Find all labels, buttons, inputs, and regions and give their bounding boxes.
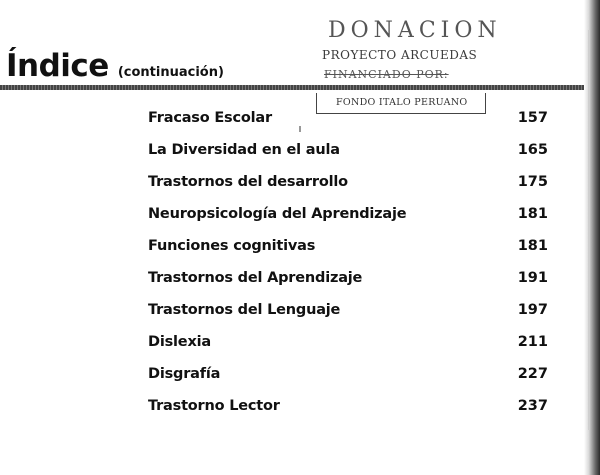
scan-edge-shadow — [584, 0, 600, 475]
toc-entry-page: 175 — [517, 174, 548, 190]
index-heading — [6, 48, 224, 84]
toc-entry-title: La Diversidad en el aula — [148, 142, 340, 158]
toc-entry-title: Trastornos del Lenguaje — [148, 302, 341, 318]
toc-entry — [148, 358, 548, 390]
toc-entry-title: Fracaso Escolar — [148, 110, 272, 126]
toc-entry — [148, 262, 548, 294]
stamp-line-proyecto: PROYECTO ARCUEDAS — [322, 48, 478, 62]
toc-entry — [148, 134, 548, 166]
toc-entry — [148, 326, 548, 358]
toc-entry-title: Disgrafía — [148, 366, 221, 382]
toc-entry-page: 191 — [517, 270, 548, 286]
toc-entry-title: Neuropsicología del Aprendizaje — [148, 206, 407, 222]
page-subtitle: (continuación) — [117, 65, 224, 80]
toc-entry-title: Dislexia — [148, 334, 211, 350]
stamp-line-donacion: DONACION — [328, 18, 502, 43]
stamp-line-fondo: FONDO ITALO PERUANO — [336, 97, 468, 108]
toc-entry-page: 165 — [517, 142, 548, 158]
toc-entry-title: Trastornos del Aprendizaje — [148, 270, 363, 286]
toc-entry-page: 157 — [517, 110, 548, 126]
page-title: Índice — [6, 48, 109, 84]
toc-entry-title: Trastorno Lector — [148, 398, 280, 414]
table-of-contents — [148, 102, 548, 422]
toc-entry-page: 237 — [517, 398, 548, 414]
toc-entry-page: 181 — [517, 238, 548, 254]
toc-entry — [148, 230, 548, 262]
toc-entry — [148, 294, 548, 326]
toc-entry-page: 181 — [517, 206, 548, 222]
scan-edge-line — [588, 30, 590, 430]
toc-entry — [148, 390, 548, 422]
toc-entry-page: 197 — [517, 302, 548, 318]
toc-entry — [148, 166, 548, 198]
toc-entry-page: 211 — [517, 334, 548, 350]
toc-entry-page: 227 — [517, 366, 548, 382]
stamp-line-financiado: FINANCIADO POR: — [324, 68, 449, 81]
heading-rule — [0, 85, 590, 90]
toc-entry — [148, 102, 548, 134]
toc-entry-title: Trastornos del desarrollo — [148, 174, 348, 190]
toc-entry-title: Funciones cognitivas — [148, 238, 316, 254]
toc-entry — [148, 198, 548, 230]
